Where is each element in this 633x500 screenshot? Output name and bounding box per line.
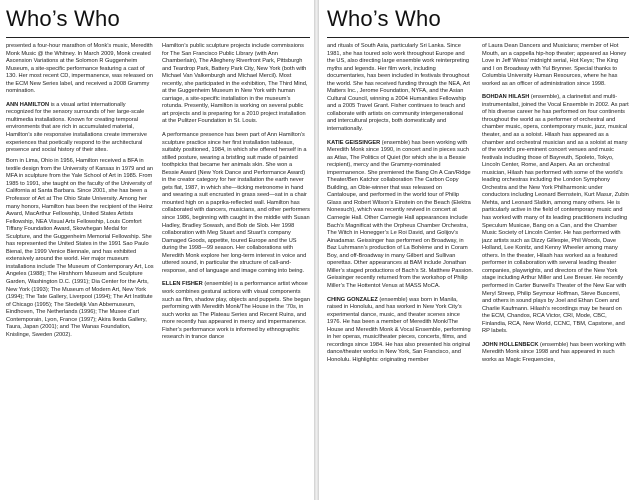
bio-ann-hamilton: ANN HAMILTON is a visual artist internationally recognized for the sensory surrounds of her large-scale multimedia installations. Known for creating temporal environments that are rich in accumulated material, Hamilton’s site responsive installations create immersive experiences that poetically respond to the architectural presence and social history of their sites. [6, 101, 147, 154]
left-page [0, 0, 314, 500]
bio-bohdan-hilash: BOHDAN HILASH (ensemble), a clarinetist and multi-instrumentalist, joined the Vocal Ensemble in 2002. As part of his diverse career he has performed on four continents throughout the world as a performer of orchestral and chamber music, opera, contemporary music, jazz, musical theater, and as a soloist. Hilash has appeared as a chamber and orchestral musician and as a soloist at many of the world’s pre-eminent concert venues and music festivals including those of Bayreuth, Spoleto, Tokyo, Lincoln Center, Rome, and Aspen. As an orchestral musician, Hilash has performed with some of the world’s leading orchestras including the London Symphony Orchestra and the New York Philharmonic under conductors including Leonard Bernstein, Kurt Masur, Zubin Mehta, and Leonard Slatkin, among many others. He is particularly active in the field of contemporary music and has worked with many of its leading practitioners including Speculum Musicae, Bang on a Can, and the Chamber Music Society of Lincoln Center. He has performed with jazz artists such as Dizzy Gillespie, Phil Woods, Dave Holland, Lee Konitz, and Kenny Wheeler among many others. In the theater, Hilash has worked as a featured performer in collaboration with several leading theater companies, playwrights, and directors of the New York stage including Arthur Miller and Lee Breuer. He recently performed in Carter Burwell’s Theater of the New Ear with Meryl Streep, Philip Seymour Hoffman, Steve Buscemi, and others in sound plays by Joel and Ethan Coen and Charlie Kaufmann. Hilash’s recordings may be heard on the ECM, Chandos, RCA Victor, CRI, Mode, CBC, Finlandia, RCA, New World, CCNC, TBM, Capstone, and RP labels. [482, 94, 629, 335]
bio-name: KATIE GEISSINGER [327, 139, 381, 146]
text-columns [327, 43, 629, 498]
page-title: Who’s Who [327, 6, 441, 31]
bio-name: ELLEN FISHER [162, 281, 203, 288]
bio-name: BOHDAN HILASH [482, 94, 530, 101]
page-title: Who’s Who [6, 6, 120, 31]
title-rule [327, 37, 629, 38]
paragraph: presented a four-hour marathon of Monk’s music, Meredith Monk Music @ the Whitney. In March 2009, Monk created Ascension Variations at the Solomon R Guggenheim Museum, a site-specific performance featuring a cast of 130. Her most recent CD, impermanence, was released on the ECM New Series label, and received a 2008 Grammy nomination. [6, 43, 154, 95]
column-left [327, 43, 474, 498]
bio-ellen-fisher: ELLEN FISHER (ensemble) is a performance artist whose work combines gestural actions with visual components such as film, shadow play, objects and puppets. She began performing with Meredith Monk/The House in the ’70s, in such works as The Plateau Series and Recent Ruins, and more recently has appeared in mercy and impermanence. Fisher’s performance work is informed by ethnographic research in trance dance [162, 281, 310, 341]
right-page [319, 0, 633, 500]
bio-name: ANN HAMILTON [6, 101, 50, 108]
title-rule [6, 37, 310, 38]
paragraph: A performance presence has been part of Ann Hamilton’s sculpture practice since her first installation tableaux, suitably positioned, 1984, in which she offered herself in a stilled posture, wearing a bristling suit made of painted toothpicks that became her animals skin. She won a Bessie Award (New York Dance and Performance Award) in the creator category for her installation the earth never gets flat, 1987, in which she—ticking metronome in hand and wearing a suit encrusted in grass seed—sat in a chair mounted high on a paprika-reflected wall. Hamilton has collaborated with dancers, musicians, and other performers since 1986, beginning with caught in the middle with Susan Hadley, Bradley Sowash, and Bob de Slob. Her 1998 collaboration with Meg Stuart and Stuart’s company Damaged Goods, appetite, toured Europe and the US during the 1998—99 season. Her collaborations with Meredith Monk explore her long-term interest in voice and uttered sound, in particular the structure of call-and-response, and of language and image coming into being. [162, 132, 310, 274]
column-right [162, 43, 310, 498]
bio-ching-gonzalez: CHING GONZALEZ (ensemble) was born in Manila, raised in Honolulu, and has worked in New York City’s experimental dance, music, and theater scenes since 1976. He has been a member of Meredith Monk/The House and Meredith Monk & Vocal Ensemble, performing in her operas, music/theater pieces, concerts, films, and recordings since 1984. He has also presented his original dance/theater works in New York, San Francisco, and Honolulu. Highlights: originating member [327, 296, 471, 363]
bio-katie-geissinger: KATIE GEISSINGER (ensemble) has been working with Meredith Monk since 1990, in concert and in pieces such as Atlas, The Politics of Quiet (for which she is a Bessie recipient), mercy and the Grammy-nominated impermanence. She premiered the Bang On A Can/Ridge Theater/Ben Katchor collaboration The Carbon Copy Building, an Obie-winner that was released on Cantaloupe, and performed in the world tour of Philip Glass and Robert Wilson’s Einstein on the Beach (Elektra Nonesuch), which was recently revived in concert at Carnegie Hall. Other Carnegie Hall appearances include Bach’s Magnificat with the Orpheus Chamber Orchestra, The Witch in Honegger’s Le Roi David, and Golijov’s Ainadamar. Geissinger has performed on Broadway, in Baz Luhrmann’s production of La Bohème and in Coram Boy, and off-Broadway in many Gilbert and Sullivan operettas. Other appearances at BAM include Jonathan Miller’s staged productions of Bach’s St. Matthew Passion. Geissinger recently returned from the workshop of Philip Miller’s The Hottentot Venus at MASS MoCA. [327, 139, 474, 289]
bio-name: JOHN HOLLENBECK [482, 341, 539, 348]
paragraph: and rituals of South Asia, particularly Sri Lanka. Since 1981, she has toured solo work throughout Europe and the US, also directing large ensemble work reinterpreting myths and legends. Her film work, including documentaries, has been included in festivals throughout the world. She has received funding through the NEA, Art Matters Inc., Jerome Foundation, NYFA, and the Asian Cultural Council, winning a 2004 Humanities Fellowship and a 2005 Travel Grant. Fisher continues to teach and collaborate with artists on community intergenerational and intercultural projects, both domestically and internationally. [327, 43, 470, 133]
bio-name: CHING GONZALEZ [327, 296, 378, 303]
text-columns [6, 43, 310, 498]
paragraph: of Laura Dean Dancers and Musicians; member of Hot Mouth, an a cappella hip-hop theater; appeared as Honey Love in Jeff Weiss’ midnight serial, Hot Keys; The King and I on Broadway with Yul Brynner. Special thanks to Columbia University Human Resources, where he has worked as an officer of administration since 1998. [482, 43, 627, 87]
paragraph: Born in Lima, Ohio in 1956, Hamilton received a BFA in textile design from the University of Kansas in 1979 and an MFA in sculpture from the Yale School of Art in 1985. From 1985 to 1991, she taught on the faculty of the University of California at Santa Barbara. Since 2001, she has been a Professor of Art at The Ohio State University. Among her many honors, Hamilton has been the recipient of the Heinz Award, MacArthur Fellowship, United States Artists Fellowship, NEA Visual Arts Fellowship, Louis Comfort Tiffany Foundation Award, Skowhegan Medal for Sculpture, and the Guggenheim Memorial Fellowship. She has represented the United States in the 1991 Sao Paulo Bienal, the 1999 Venice Biennale, and has exhibited extensively around the world. Her major museum installations include The Museum of Contemporary Art, Los Angeles (1988); The Hirshhorn Museum and Sculpture Garden, Washington D.C. (1991); Dia Center for the Arts, New York (1993); The Museum of Modern Art, New York (1994); The Tate Gallery, Liverpool (1994); The Art Institute of Chicago (1995); The Stedelijk Van Abbemuseum, Eindhoven, The Netherlands (1996); The Musee d’art Contemporain, Lyon, France (1997); Akira Ikeda Gallery, Taura, Japan (2001); and The Wanas Foundation, Knislinge, Sweden (2002). [6, 158, 154, 338]
column-right [482, 43, 629, 498]
column-left [6, 43, 154, 498]
paragraph: Hamilton’s public sculpture projects include commissions for The San Francisco Public Library (with Ann Chamberlain), The Allegheny Riverfront Park, Pittsburgh and Teardrop Park, Battery Park City, New York (both with Michael Van Valkenburgh and Michael Mercil). Most recently, she participated in the exhibition, The Third Mind, at the Guggenheim Museum in New York with human carriage, a site-specific installation in the museum’s rotunda. Presently, Hamilton is working on several public art projects and is preparing for a 2010 project installation at the Pulitzer Foundation in St. Louis. [162, 43, 308, 125]
bio-john-hollenbeck: JOHN HOLLENBECK (ensemble) has been working with Meredith Monk since 1998 and has appeared in such works as Magic Frequencies, [482, 341, 626, 363]
